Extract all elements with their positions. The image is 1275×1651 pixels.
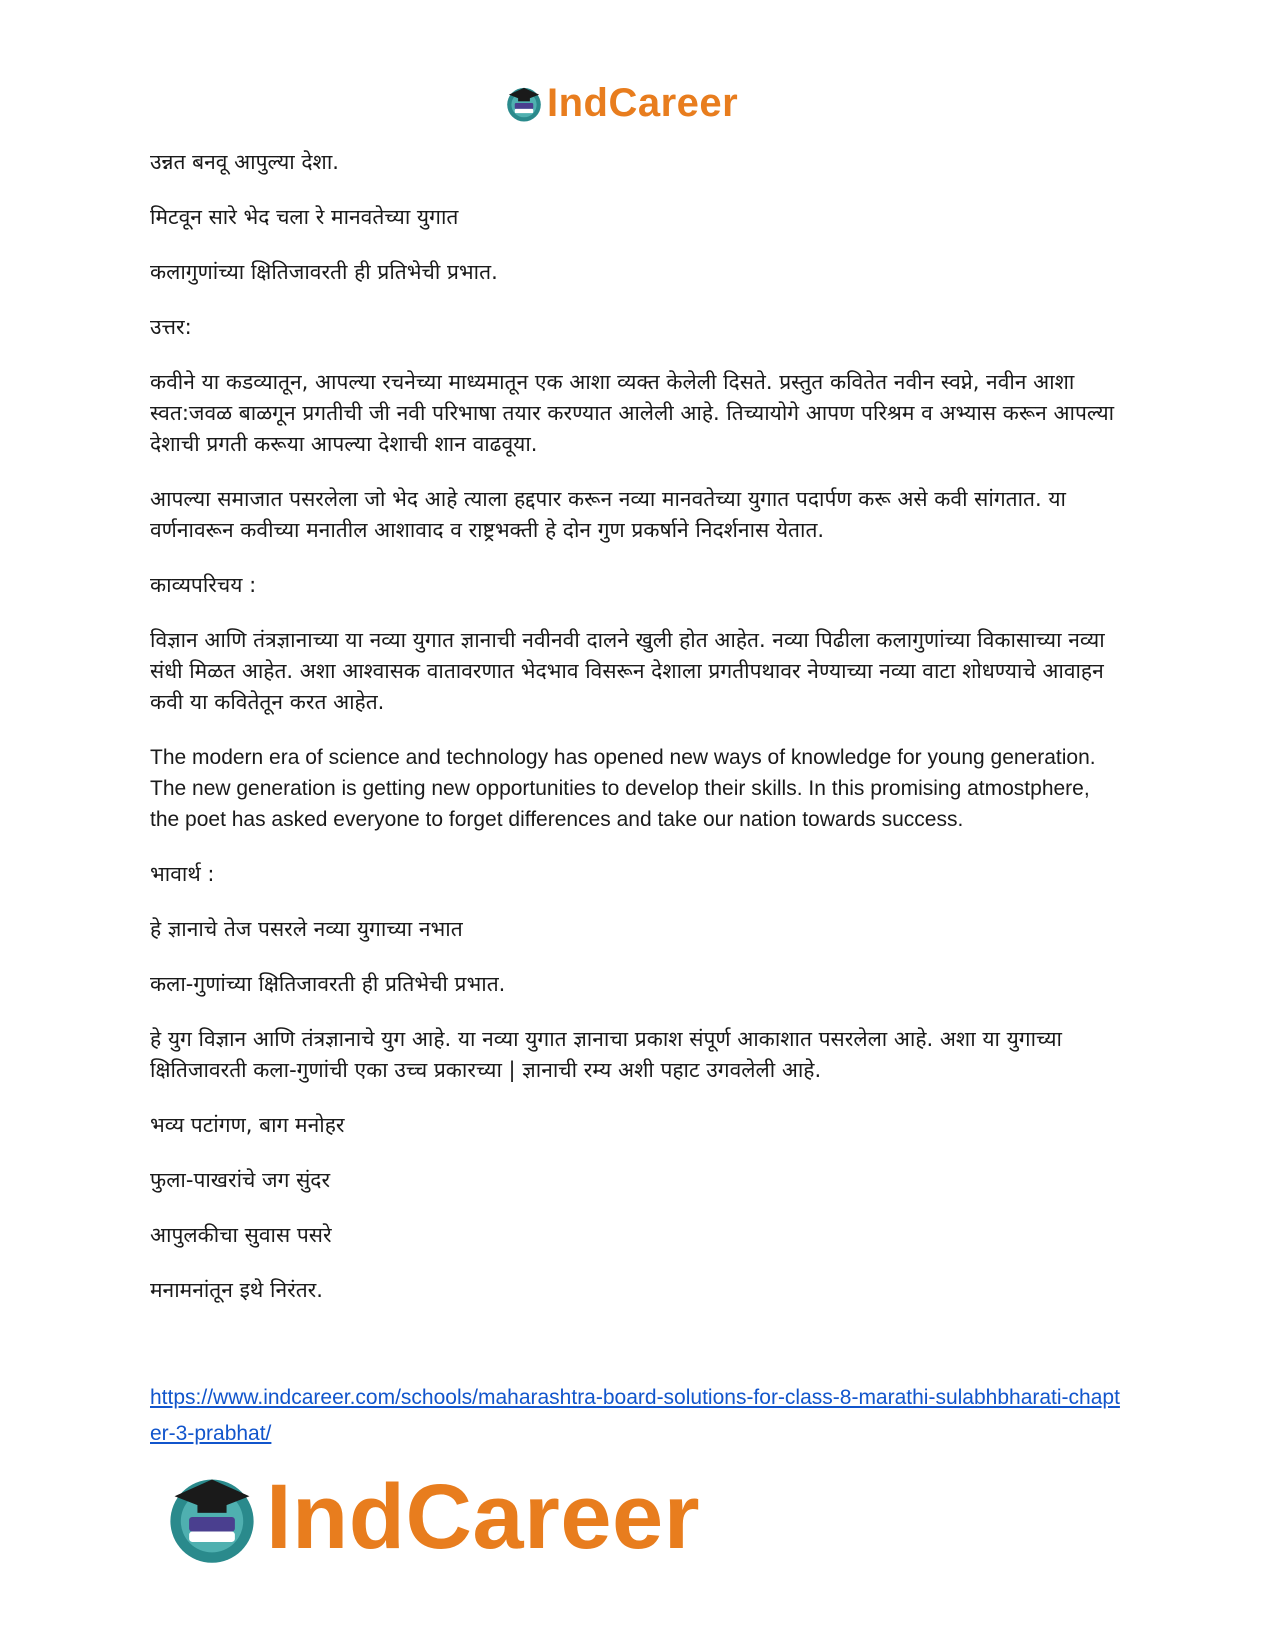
- poem-line: उन्नत बनवू आपुल्या देशा.: [150, 150, 339, 174]
- footer-logo-text: IndCareer: [266, 1465, 700, 1568]
- meaning-paragraph: हे युग विज्ञान आणि तंत्रज्ञानाचे युग आहे. या नव्या युगात ज्ञानाचा प्रकाश संपूर्ण आकाशात पसरलेला आहे. अशा या युगाच्या क्षितिजावरती कला-गुणांची एका उच्च प्रकारच्या | ज्ञानाची रम्य अशी पहाट उगवलेली आहे.: [150, 1027, 1062, 1082]
- footer-logo: [160, 1462, 700, 1572]
- graduation-globe-icon: [160, 1465, 264, 1569]
- poem-line: फुला-पाखरांचे जग सुंदर: [150, 1168, 331, 1192]
- poem-line: आपुलकीचा सुवास पसरे: [150, 1223, 332, 1247]
- graduation-globe-icon: [503, 82, 545, 124]
- document-body: [150, 147, 1120, 1330]
- poem-line: मनामनांतून इथे निरंतर.: [150, 1278, 323, 1302]
- introduction-paragraph: विज्ञान आणि तंत्रज्ञानाच्या या नव्या युगात ज्ञानाची नवीनवी दालने खुली होत आहेत. नव्या पिढीला कलागुणांच्या विकासाच्या नव्या संधी मिळत आहेत. अशा आश्वासक वातावरणात भेदभाव विसरून देशाला प्रगतीपथावर नेण्याच्या नव्या वाटा शोधण्याचे आवाहन कवी या कवितेतून करत आहेत.: [150, 628, 1105, 714]
- poem-line: मिटवून सारे भेद चला रे मानवतेच्या युगात: [150, 205, 459, 229]
- english-paragraph: The modern era of science and technology has opened new ways of knowledge for young generation. The new generation is getting new opportunities to develop their skills. In this promising atmostphere, the poet has asked everyone to forget differences and take our nation towards success.: [150, 746, 1096, 831]
- poem-line: हे ज्ञानाचे तेज पसरले नव्या युगाच्या नभात: [150, 917, 463, 941]
- source-link[interactable]: https://www.indcareer.com/schools/maharashtra-board-solutions-for-class-8-marathi-sulabhbharati-chapter-3-prabhat/: [150, 1386, 1120, 1445]
- poem-line: भव्य पटांगण, बाग मनोहर: [150, 1113, 345, 1137]
- answer-paragraph: आपल्या समाजात पसरलेला जो भेद आहे त्याला हद्दपार करून नव्या मानवतेच्या युगात पदार्पण करू असे कवी सांगतात. या वर्णनावरून कवीच्या मनातील आशावाद व राष्ट्रभक्ती हे दोन गुण प्रकर्षाने निदर्शनास येतात.: [150, 487, 1066, 542]
- introduction-heading: काव्यपरिचय :: [150, 573, 257, 597]
- answer-paragraph: कवीने या कडव्यातून, आपल्या रचनेच्या माध्यमातून एक आशा व्यक्त केलेली दिसते. प्रस्तुत कवितेत नवीन स्वप्ने, नवीन आशा स्वत:जवळ बाळगून प्रगतीची जी नवी परिभाषा तयार करण्यात आलेली आहे. तिच्यायोगे आपण परिश्रम व अभ्यास करून आपल्या देशाची प्रगती करूया आपल्या देशाची शान वाढवूया.: [150, 370, 1115, 456]
- meaning-heading: भावार्थ :: [150, 862, 215, 886]
- answer-heading: उत्तर:: [150, 315, 192, 339]
- poem-line: कलागुणांच्या क्षितिजावरती ही प्रतिभेची प्रभात.: [150, 260, 498, 284]
- header-logo-text: IndCareer: [547, 80, 739, 125]
- poem-line: कला-गुणांच्या क्षितिजावरती ही प्रतिभेची प्रभात.: [150, 972, 506, 996]
- header-logo: [503, 80, 738, 126]
